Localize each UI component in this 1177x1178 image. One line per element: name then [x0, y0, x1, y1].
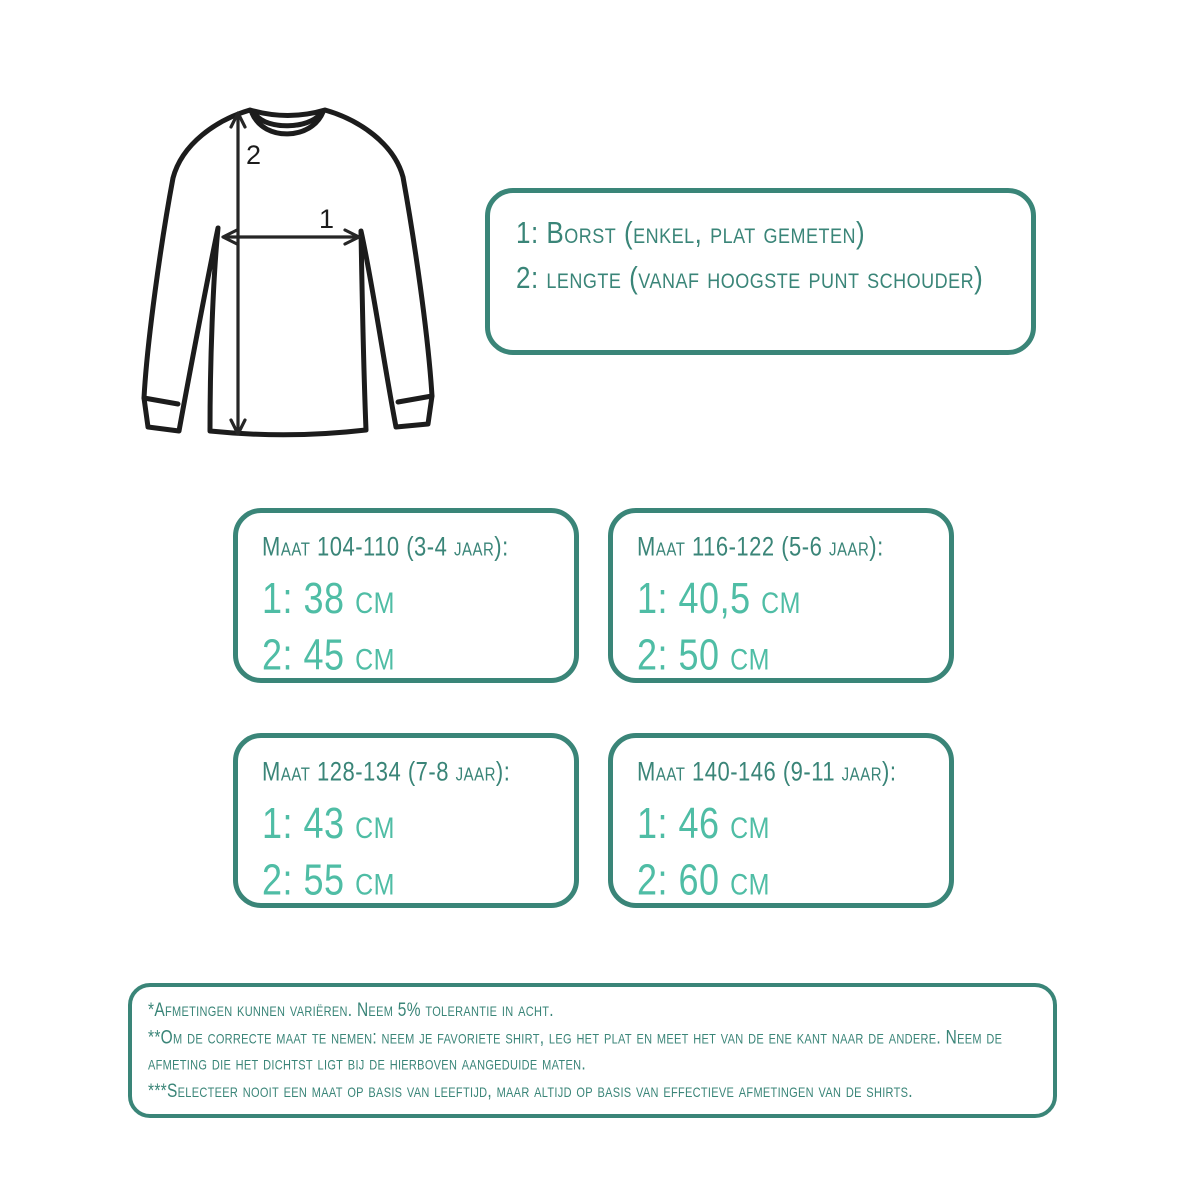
note-tolerance: *Afmetingen kunnen variëren. Neem 5% tolerantie in acht. [148, 999, 554, 1021]
size-card-128-134 [233, 733, 579, 908]
legend-text [516, 210, 1005, 300]
length-arrow-label: 2 [246, 140, 262, 170]
shirt-outline [144, 110, 432, 435]
left-cuff-seam [144, 398, 178, 404]
chest-arrow-label: 1 [319, 204, 335, 234]
size-card-title: Maat 116-122 (5-6 jaar): [637, 531, 884, 562]
size-card-116-122 [608, 508, 954, 683]
size-card-title: Maat 128-134 (7-8 jaar): [262, 756, 511, 787]
legend-box [485, 188, 1036, 355]
size-card-length: 2: 45 cm [262, 629, 395, 679]
size-card-length: 2: 55 cm [262, 854, 395, 904]
shirt-diagram [120, 80, 470, 460]
size-card-chest: 1: 38 cm [262, 573, 395, 623]
notes-box [128, 983, 1057, 1118]
note-age-warning: ***Selecteer nooit een maat op basis van leeftijd, maar altijd op basis van effectieve afmetingen van de shirts. [148, 1080, 913, 1102]
size-card-chest: 1: 43 cm [262, 798, 395, 848]
measurement-arrows [223, 113, 359, 434]
right-cuff-seam [398, 396, 432, 402]
size-card-length: 2: 60 cm [637, 854, 770, 904]
size-card-chest: 1: 40,5 cm [637, 573, 801, 623]
size-card-140-146 [608, 733, 954, 908]
notes-text [148, 997, 1037, 1105]
shirt-diagram-svg [120, 80, 470, 460]
size-card-104-110 [233, 508, 579, 683]
size-card-length: 2: 50 cm [637, 629, 770, 679]
size-card-title: Maat 104-110 (3-4 jaar): [262, 531, 509, 562]
note-how-to-measure: **Om de correcte maat te nemen: neem je favoriete shirt, leg het plat en meet het van de ene kant naar de andere. Neem de afmeting die het dichtst ligt bij de hierboven aangeduide maten. [148, 1026, 1003, 1075]
legend-line-chest: 1: Borst (enkel, plat gemeten) [516, 214, 866, 251]
legend-line-length: 2: lengte (vanaf hoogste punt schouder) [516, 259, 984, 295]
size-card-chest: 1: 46 cm [637, 798, 770, 848]
size-card-title: Maat 140-146 (9-11 jaar): [637, 756, 897, 787]
